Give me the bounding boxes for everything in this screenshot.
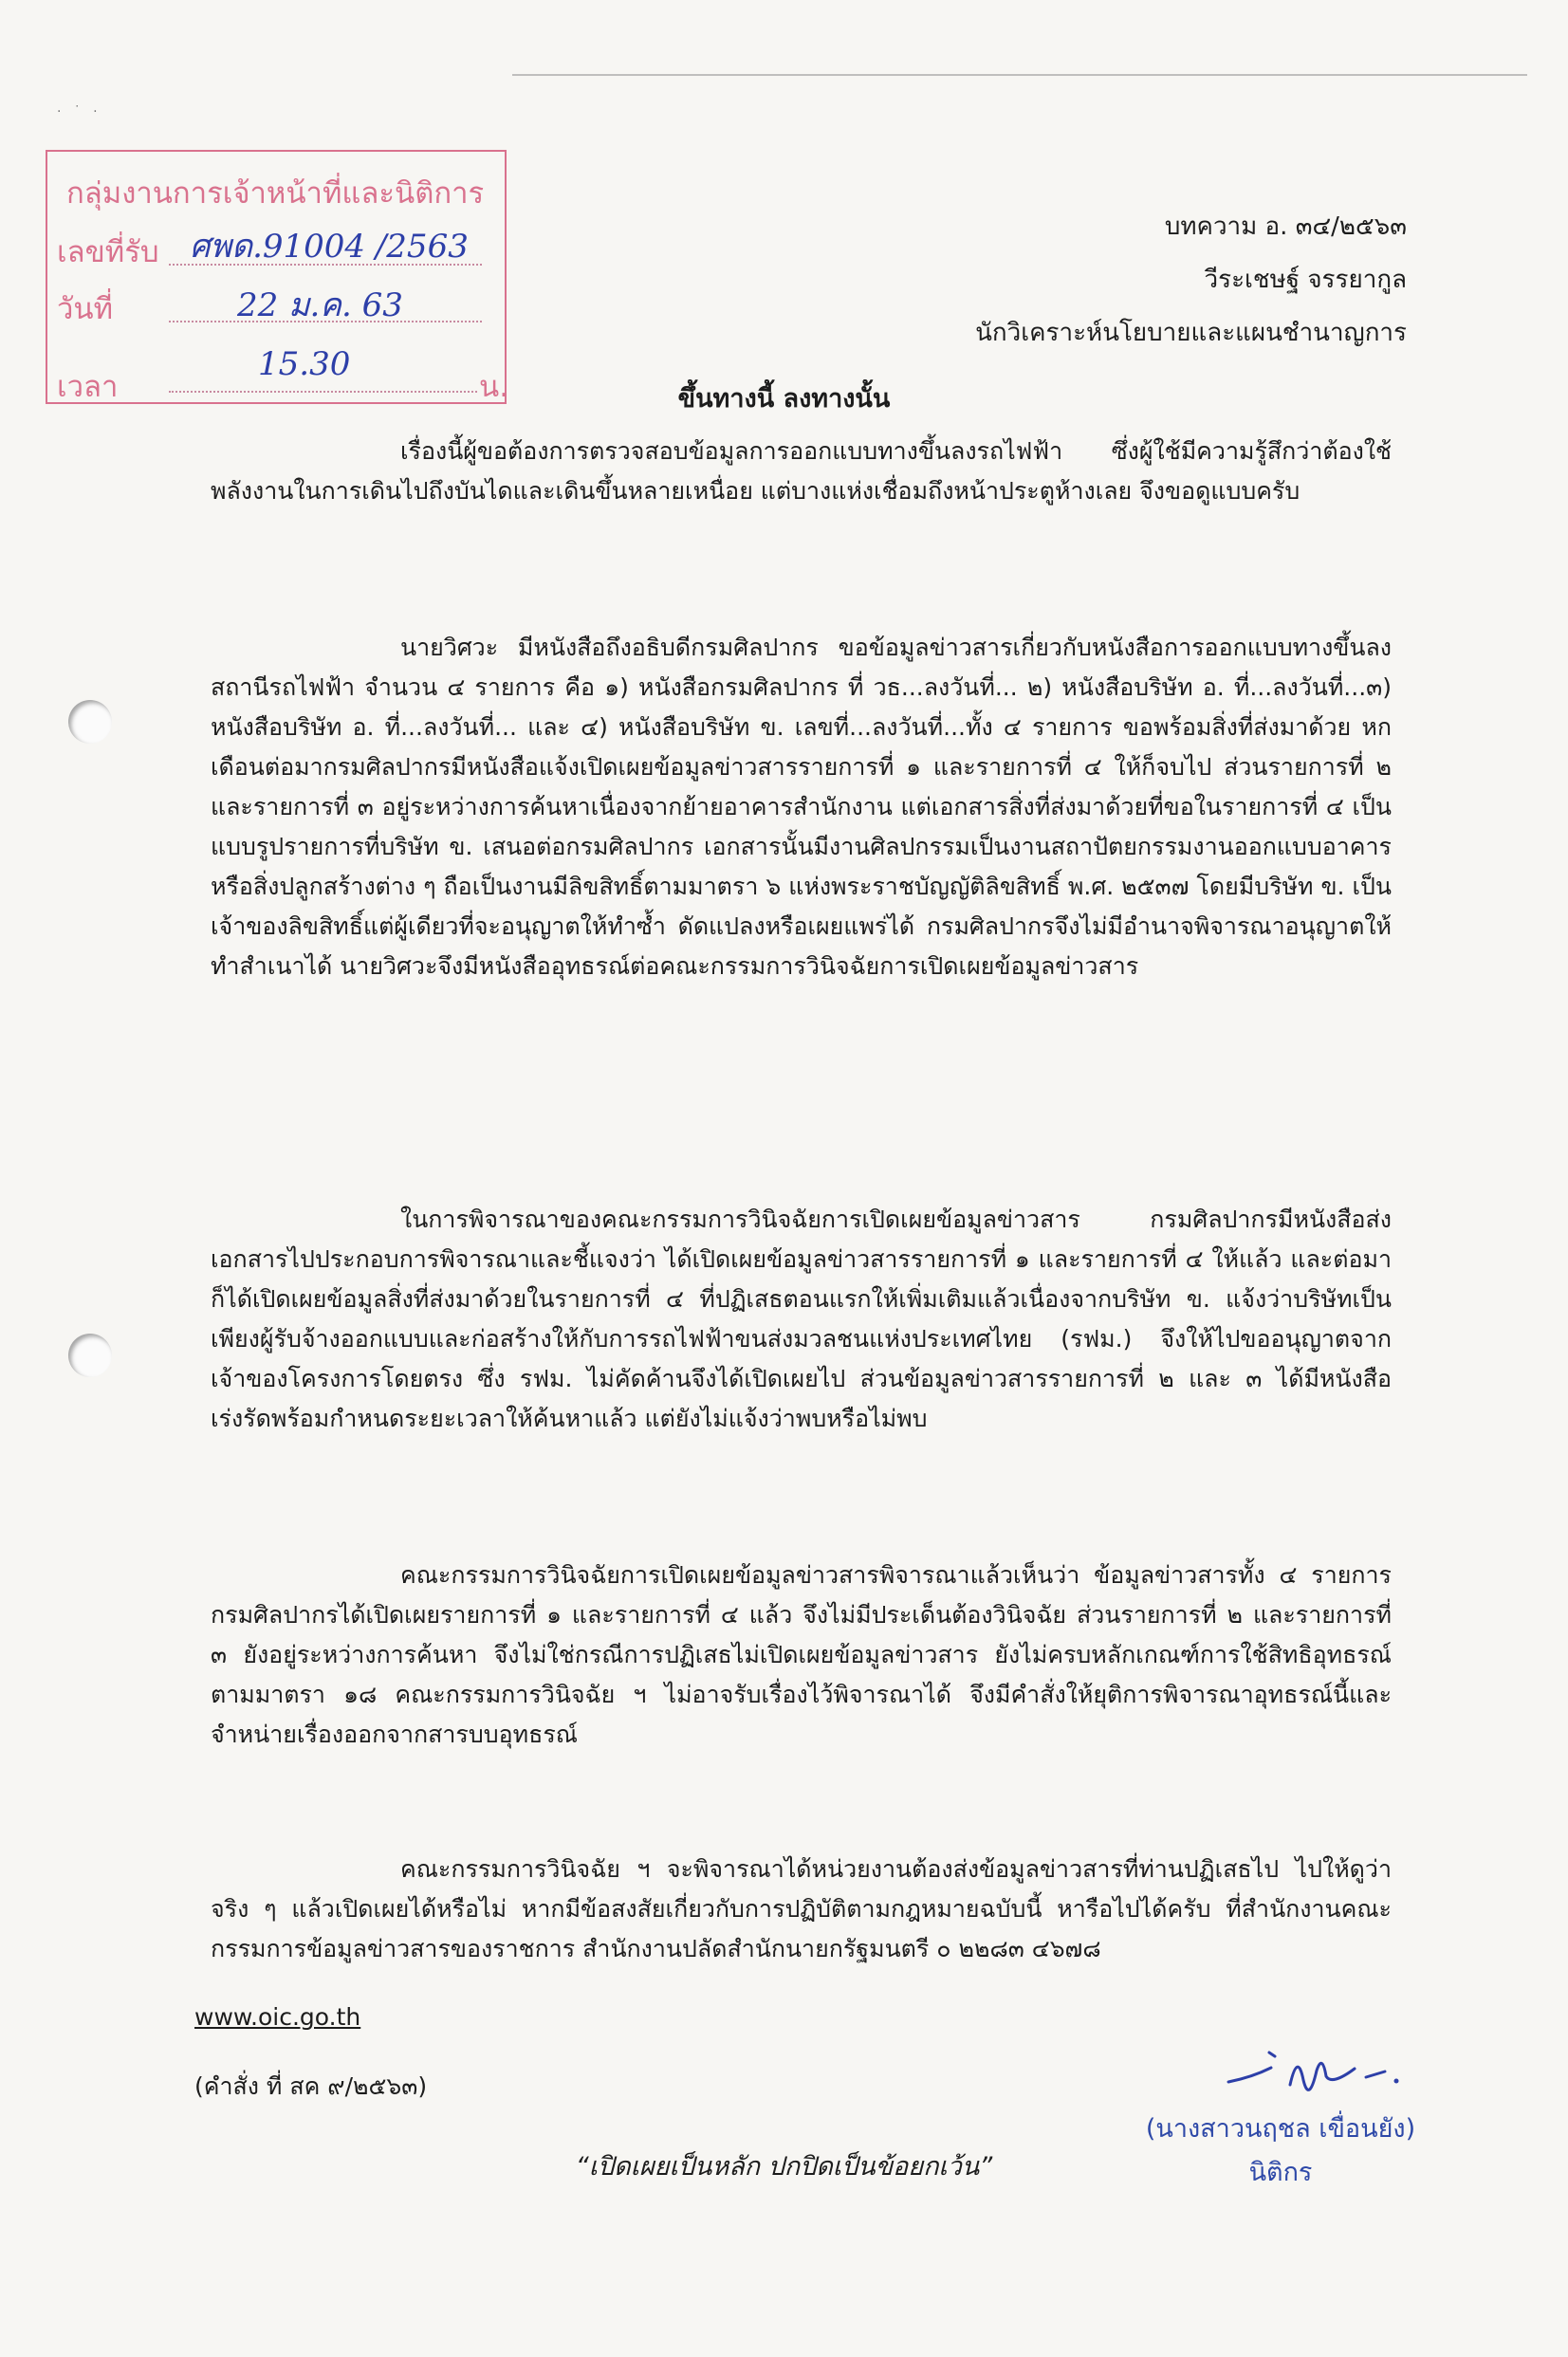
scan-edge-line — [512, 74, 1527, 76]
paragraph-1: เรื่องนี้ผู้ขอต้องการตรวจสอบข้อมูลการออกแบบทางขึ้นลงรถไฟฟ้า ซึ่งผู้ใช้มีความรู้สึกว่าต้องใช้พลังงานในการเดินไปถึงบันไดและเดินขึ้นหลายเหนื่อย แต่บางแห่งเชื่อมถึงหน้าประตูห้างเลย จึงขอดูแบบครับ — [211, 437, 1392, 505]
punch-hole-top — [68, 700, 112, 744]
stamp-time-label: เวลา — [57, 370, 119, 404]
signer-name: (นางสาวนฤชล เขื่อนยัง) — [1145, 2114, 1416, 2144]
signer-title: นิติกร — [1248, 2158, 1313, 2187]
paragraph-4: คณะกรรมการวินิจฉัยการเปิดเผยข้อมูลข่าวสารพิจารณาแล้วเห็นว่า ข้อมูลข่าวสารทั้ง ๔ รายการ กรมศิลปากรได้เปิดเผยรายการที่ ๑ และรายการที่ ๔ แล้ว จึงไม่มีประเด็นต้องวินิจฉัย ส่วนรายการที่ ๒ และรายการที่ ๓ ยังอยู่ระหว่างการค้นหา จึงไม่ใช่กรณีการปฏิเสธไม่เปิดเผยข้อมูลข่าวสาร ยังไม่ครบหลักเกณฑ์การใช้สิทธิอุทธรณ์ตามมาตรา ๑๘ คณะกรรมการวินิจฉัย ฯ ไม่อาจรับเรื่องไว้พิจารณาได้ จึงมีคำสั่งให้ยุติการพิจารณาอุทธรณ์นี้และจำหน่ายเรื่องออกจากสารบบอุทธรณ์ — [211, 1561, 1392, 1748]
stamp-receive-value: ศพด.91004 /2563 — [190, 228, 469, 266]
stamp-title: กลุ่มงานการเจ้าหน้าที่และนิติการ — [66, 176, 485, 211]
signature-scribble — [1224, 2039, 1413, 2106]
paragraph-2: นายวิศวะ มีหนังสือถึงอธิบดีกรมศิลปากร ขอข้อมูลข่าวสารเกี่ยวกับหนังสือการออกแบบทางขึ้นลงสถานีรถไฟฟ้า จำนวน ๔ รายการ คือ ๑) หนังสือกรมศิลปากร ที่ วธ...ลงวันที่... ๒) หนังสือบริษัท อ. ที่...ลงวันที่...๓) หนังสือบริษัท อ. ที่...ลงวันที่... และ ๔) หนังสือบริษัท ข. เลขที่...ลงวันที่...ทั้ง ๔ รายการ ขอพร้อมสิ่งที่ส่งมาด้วย หกเดือนต่อมากรมศิลปากรมีหนังสือแจ้งเปิดเผยข้อมูลข่าวสารรายการที่ ๑ และรายการที่ ๔ ให้ก็จบไป ส่วนรายการที่ ๒ และรายการที่ ๓ อยู่ระหว่างการค้นหาเนื่องจากย้ายอาคารสำนักงาน แต่เอกสารสิ่งที่ส่งมาด้วยที่ขอในรายการที่ ๔ เป็นแบบรูปรายการที่บริษัท ข. เสนอต่อกรมศิลปากร เอกสารนั้นมีงานศิลปกรรมเป็นงานสถาปัตยกรรมงานออกแบบอาคารหรือสิ่งปลูกสร้างต่าง ๆ ถือเป็นงานมีลิขสิทธิ์ตามมาตรา ๖ แห่งพระราชบัญญัติลิขสิทธิ์ พ.ศ. ๒๕๓๗ โดยมีบริษัท ข. เป็นเจ้าของลิขสิทธิ์แต่ผู้เดียวที่จะอนุญาตให้ทำซ้ำ ดัดแปลงหรือเผยแพร่ได้ กรมศิลปากรจึงไม่มีอำนาจพิจารณาอนุญาตให้ทำสำเนาได้ นายวิศวะจึงมีหนังสืออุทธรณ์ต่อคณะกรรมการวินิจฉัยการเปิดเผยข้อมูลข่าวสาร — [211, 634, 1392, 980]
stamp-receive-label: เลขที่รับ — [57, 235, 159, 269]
stamp-time-unit: น. — [479, 370, 509, 404]
document-title: ขึ้นทางนี้ ลงทางนั้น — [677, 384, 891, 414]
signer-block — [1138, 2108, 1423, 2195]
paragraph-5: คณะกรรมการวินิจฉัย ฯ จะพิจารณาได้หน่วยงานต้องส่งข้อมูลข่าวสารที่ท่านปฏิเสธไป ไปให้ดูว่าจริง ๆ แล้วเปิดเผยได้หรือไม่ หากมีข้อสงสัยเกี่ยวกับการปฏิบัติตามกฎหมายฉบับนี้ หารือไปได้ครับ ที่สำนักงานคณะกรรมการข้อมูลข่าวสารของราชการ สำนักงานปลัดสำนักนายกรัฐมนตรี ๐ ๒๒๘๓ ๔๖๗๘ — [211, 1855, 1392, 1962]
order-reference: (คำสั่ง ที่ สค ๙/๒๕๖๓) — [194, 2072, 428, 2100]
punch-hole-bottom — [68, 1334, 112, 1377]
author-name: วีระเชษฐ์ จรรยากูล — [1204, 266, 1407, 294]
paragraph-3: ในการพิจารณาของคณะกรรมการวินิจฉัยการเปิดเผยข้อมูลข่าวสาร กรมศิลปากรมีหนังสือส่งเอกสารไปประกอบการพิจารณาและชี้แจงว่า ได้เปิดเผยข้อมูลข่าวสารรายการที่ ๑ และรายการที่ ๔ ให้แล้ว และต่อมาก็ได้เปิดเผยข้อมูลสิ่งที่ส่งมาด้วยในรายการที่ ๔ ที่ปฏิเสธตอนแรกให้เพิ่มเติมแล้วเนื่องจากบริษัท ข. แจ้งว่าบริษัทเป็นเพียงผู้รับจ้างออกแบบและก่อสร้างให้กับการรถไฟฟ้าขนส่งมวลชนแห่งประเทศไทย (รฟม.) จึงให้ไปขออนุญาตจากเจ้าของโครงการโดยตรง ซึ่ง รฟม. ไม่คัดค้านจึงได้เปิดเผยไป ส่วนข้อมูลข่าวสารรายการที่ ๒ และ ๓ ได้มีหนังสือเร่งรัดพร้อมกำหนดระยะเวลาให้ค้นหาแล้ว แต่ยังไม่แจ้งว่าพบหรือไม่พบ — [211, 1206, 1392, 1432]
scan-specks: · ˙ · — [57, 104, 98, 120]
stamp-date-label: วันที่ — [57, 292, 114, 326]
stamp-date-value: 22 ม.ค. 63 — [237, 286, 403, 324]
motto: “เปิดเผยเป็นหลัก ปกปิดเป็นข้อยกเว้น” — [575, 2152, 993, 2182]
website-link[interactable]: www.oic.go.th — [194, 2003, 361, 2031]
author-position: นักวิเคราะห์นโยบายและแผนชำนาญการ — [975, 319, 1407, 347]
receipt-stamp — [46, 150, 507, 404]
article-reference: บทความ อ. ๓๔/๒๕๖๓ — [1164, 212, 1407, 241]
stamp-time-value: 15.30 — [258, 345, 351, 383]
